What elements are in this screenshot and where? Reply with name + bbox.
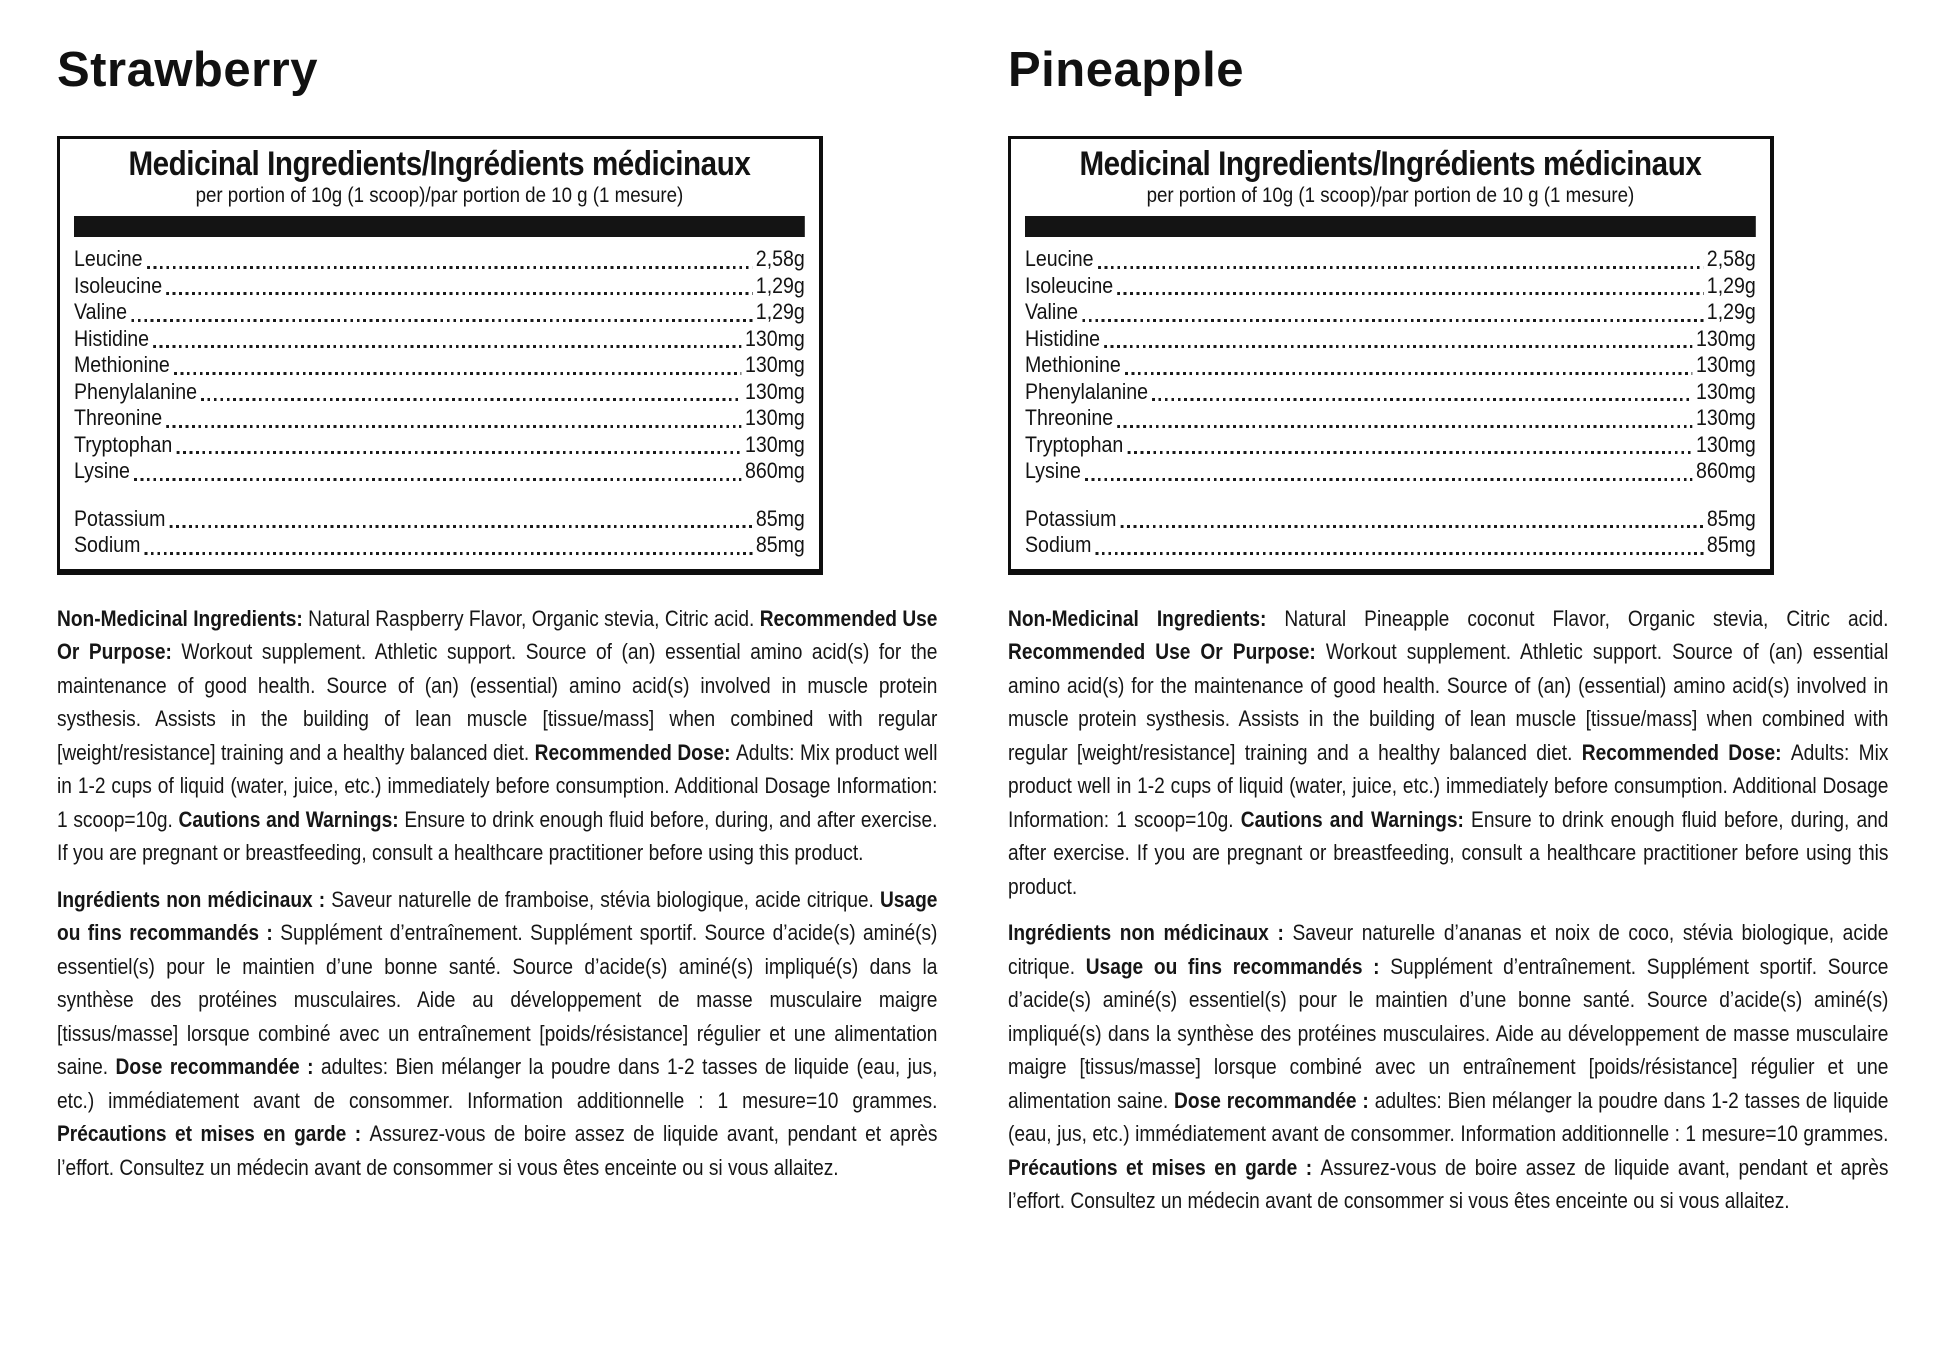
ingredient-row bbox=[74, 379, 805, 406]
ingredient-value: 130mg bbox=[1695, 431, 1756, 457]
ingredient-value: 860mg bbox=[1695, 458, 1756, 484]
ingredient-name: Methionine bbox=[1025, 352, 1121, 378]
dot-leader bbox=[170, 525, 753, 528]
dot-leader bbox=[201, 398, 741, 401]
ingredient-row bbox=[1025, 506, 1756, 533]
table-divider-bar bbox=[74, 216, 805, 237]
dot-leader bbox=[1098, 266, 1703, 269]
ingredient-name: Isoleucine bbox=[74, 272, 163, 298]
ingredient-row bbox=[74, 246, 805, 273]
table-subtitle: per portion of 10g (1 scoop)/par portion de 10 g (1 mesure) bbox=[195, 183, 684, 208]
ingredient-row bbox=[74, 506, 805, 533]
table-divider-bar bbox=[1025, 216, 1756, 237]
non-medicinal-paragraph-en-strawberry: Non-Medicinal Ingredients: Natural Raspberry Flavor, Organic stevia, Citric acid. Recommended Use Or Purpose: Workout supplement. Athletic support. Source of (an) essential amino acid(s) for the maintenance of good health. Source of (an) (essential) amino acid(s) involved in muscle protein systhesis. Assists in the building of lean muscle [tissue/mass] when combined with regular [weight/resistance] training and a healthy balanced diet. Recommended Dose: Adults: Mix product well in 1-2 cups of liquid (water, juice, etc.) immediately before consumption. Additional Dosage Information: 1 scoop=10g. Cautions and Warnings: Ensure to drink enough fluid before, during, and after exercise. If you are pregnant or breastfeeding, consult a healthcare practitioner before using this product. bbox=[57, 605, 938, 866]
ingredient-value: 1,29g bbox=[1706, 299, 1756, 325]
dot-leader bbox=[1082, 319, 1703, 322]
ingredient-name: Potassium bbox=[1025, 505, 1117, 531]
ingredient-name: Lysine bbox=[1025, 458, 1081, 484]
medicinal-ingredients-table-pineapple bbox=[1008, 136, 1774, 575]
ingredient-name: Histidine bbox=[74, 325, 150, 351]
dot-leader bbox=[1118, 292, 1704, 295]
ingredient-name: Leucine bbox=[74, 246, 143, 272]
table-subtitle: per portion of 10g (1 scoop)/par portion de 10 g (1 mesure) bbox=[1146, 183, 1635, 208]
ingredient-row bbox=[74, 405, 805, 432]
ingredient-name: Phenylalanine bbox=[74, 378, 197, 404]
ingredient-row bbox=[1025, 379, 1756, 406]
dot-leader bbox=[145, 552, 753, 555]
strawberry-column bbox=[57, 42, 937, 1184]
row-group-gap bbox=[74, 485, 805, 506]
ingredient-row bbox=[74, 458, 805, 485]
ingredient-value: 130mg bbox=[1695, 352, 1756, 378]
ingredient-row bbox=[1025, 405, 1756, 432]
ingredient-name: Sodium bbox=[1025, 532, 1092, 558]
dot-leader bbox=[131, 319, 752, 322]
dot-leader bbox=[1096, 552, 1704, 555]
ingredient-name: Potassium bbox=[74, 505, 166, 531]
ingredient-value: 2,58g bbox=[755, 246, 805, 272]
ingredient-value: 130mg bbox=[1695, 405, 1756, 431]
flavor-title-strawberry: Strawberry bbox=[57, 43, 319, 97]
non-medicinal-paragraph-fr-strawberry: Ingrédients non médicinaux : Saveur naturelle de framboise, stévia biologique, acide citrique. Usage ou fins recommandés : Supplément d’entraînement. Supplément sportif. Source d’acide(s) aminé(s) essentiel(s) pour le maintien d’une bonne santé. Source d’acide(s) aminé(s) impliqué(s) dans la synthèse des protéines musculaires. Aide au développement de masse musculaire maigre [tissus/masse] lorsque combiné avec un entraînement [poids/résistance] régulier et une alimentation saine. Dose recommandée : adultes: Bien mélanger la poudre dans 1-2 tasses de liquide (eau, jus, etc.) immédiatement avant de consommer. Information additionnelle : 1 mesure=10 grammes. Précautions et mises en garde : Assurez-vous de boire assez de liquide avant, pendant et après l’effort. Consultez un médecin avant de consommer si vous êtes enceinte ou si vous allaitez. bbox=[57, 886, 938, 1180]
ingredient-value: 85mg bbox=[755, 505, 805, 531]
mineral-rows bbox=[1025, 506, 1756, 559]
ingredient-row bbox=[1025, 458, 1756, 485]
ingredient-row bbox=[1025, 246, 1756, 273]
ingredient-value: 130mg bbox=[1695, 378, 1756, 404]
ingredient-value: 130mg bbox=[1695, 325, 1756, 351]
non-medicinal-paragraph-en-pineapple: Non-Medicinal Ingredients: Natural Pineapple coconut Flavor, Organic stevia, Citric acid. Recommended Use Or Purpose: Workout supplement. Athletic support. Source of (an) essential amino acid(s) for the maintenance of good health. Source of (an) (essential) amino acid(s) involved in muscle protein systhesis. Assists in the building of lean muscle [tissue/mass] when combined with regular [weight/resistance] training and a healthy balanced diet. Recommended Dose: Adults: Mix product well in 1-2 cups of liquid (water, juice, etc.) immediately before consumption. Additional Dosage Information: 1 scoop=10g. Cautions and Warnings: Ensure to drink enough fluid before, during, and after exercise. If you are pregnant or breastfeeding, consult a healthcare practitioner before using this product. bbox=[1008, 605, 1889, 899]
ingredient-row bbox=[1025, 532, 1756, 559]
ingredient-row bbox=[1025, 352, 1756, 379]
ingredient-row bbox=[74, 326, 805, 353]
dot-leader bbox=[1125, 372, 1692, 375]
ingredient-value: 860mg bbox=[744, 458, 805, 484]
ingredient-name: Tryptophan bbox=[74, 431, 173, 457]
dot-leader bbox=[1121, 525, 1704, 528]
ingredient-name: Leucine bbox=[1025, 246, 1094, 272]
ingredient-name: Lysine bbox=[74, 458, 130, 484]
ingredient-value: 130mg bbox=[744, 325, 805, 351]
ingredient-value: 130mg bbox=[744, 352, 805, 378]
ingredient-value: 130mg bbox=[744, 378, 805, 404]
dot-leader bbox=[167, 292, 753, 295]
dot-leader bbox=[167, 425, 742, 428]
dot-leader bbox=[1085, 478, 1692, 481]
ingredient-row bbox=[74, 299, 805, 326]
ingredient-row bbox=[74, 532, 805, 559]
ingredient-value: 130mg bbox=[744, 431, 805, 457]
medicinal-ingredients-table-strawberry bbox=[57, 136, 823, 575]
dot-leader bbox=[177, 451, 742, 454]
table-title: Medicinal Ingredients/Ingrédients médicinaux bbox=[128, 145, 751, 184]
ingredient-row bbox=[1025, 326, 1756, 353]
dot-leader bbox=[1118, 425, 1693, 428]
ingredient-name: Valine bbox=[74, 299, 127, 325]
ingredient-row bbox=[74, 432, 805, 459]
ingredient-row bbox=[74, 273, 805, 300]
dot-leader bbox=[1128, 451, 1693, 454]
ingredient-value: 85mg bbox=[1706, 505, 1756, 531]
dot-leader bbox=[147, 266, 752, 269]
ingredient-name: Valine bbox=[1025, 299, 1078, 325]
ingredient-name: Methionine bbox=[74, 352, 170, 378]
dot-leader bbox=[174, 372, 741, 375]
dot-leader bbox=[153, 345, 741, 348]
ingredient-value: 130mg bbox=[744, 405, 805, 431]
flavor-title-pineapple: Pineapple bbox=[1008, 43, 1244, 97]
ingredient-name: Threonine bbox=[74, 405, 163, 431]
amino-acid-rows bbox=[1025, 246, 1756, 485]
ingredient-row bbox=[1025, 273, 1756, 300]
ingredient-row bbox=[1025, 299, 1756, 326]
ingredient-value: 85mg bbox=[1706, 532, 1756, 558]
ingredient-value: 1,29g bbox=[1706, 272, 1756, 298]
ingredient-row bbox=[74, 352, 805, 379]
ingredient-name: Threonine bbox=[1025, 405, 1114, 431]
ingredient-name: Sodium bbox=[74, 532, 141, 558]
dot-leader bbox=[1152, 398, 1692, 401]
dot-leader bbox=[1104, 345, 1692, 348]
table-content bbox=[1025, 146, 1756, 559]
ingredient-row bbox=[1025, 432, 1756, 459]
ingredient-name: Isoleucine bbox=[1025, 272, 1114, 298]
pineapple-column bbox=[1008, 42, 1898, 1218]
ingredient-value: 1,29g bbox=[755, 272, 805, 298]
mineral-rows bbox=[74, 506, 805, 559]
table-title: Medicinal Ingredients/Ingrédients médicinaux bbox=[1079, 145, 1702, 184]
ingredient-name: Tryptophan bbox=[1025, 431, 1124, 457]
ingredient-value: 1,29g bbox=[755, 299, 805, 325]
table-content bbox=[74, 146, 805, 559]
ingredient-value: 2,58g bbox=[1706, 246, 1756, 272]
ingredient-name: Phenylalanine bbox=[1025, 378, 1148, 404]
amino-acid-rows bbox=[74, 246, 805, 485]
ingredient-value: 85mg bbox=[755, 532, 805, 558]
ingredient-name: Histidine bbox=[1025, 325, 1101, 351]
non-medicinal-paragraph-fr-pineapple: Ingrédients non médicinaux : Saveur naturelle d’ananas et noix de coco, stévia biologique, acide citrique. Usage ou fins recommandés : Supplément d’entraînement. Supplément sportif. Source d’acide(s) aminé(s) essentiel(s) pour le maintien d’une bonne santé. Source d’acide(s) aminé(s) impliqué(s) dans la synthèse des protéines musculaires. Aide au développement de masse musculaire maigre [tissus/masse] lorsque combiné avec un entraînement [poids/résistance] régulier et une alimentation saine. Dose recommandée : adultes: Bien mélanger la poudre dans 1-2 tasses de liquide (eau, jus, etc.) immédiatement avant de consommer. Information additionnelle : 1 mesure=10 grammes. Précautions et mises en garde : Assurez-vous de boire assez de liquide avant, pendant et après l’effort. Consultez un médecin avant de consommer si vous êtes enceinte ou si vous allaitez. bbox=[1008, 920, 1889, 1214]
row-group-gap bbox=[1025, 485, 1756, 506]
dot-leader bbox=[134, 478, 741, 481]
